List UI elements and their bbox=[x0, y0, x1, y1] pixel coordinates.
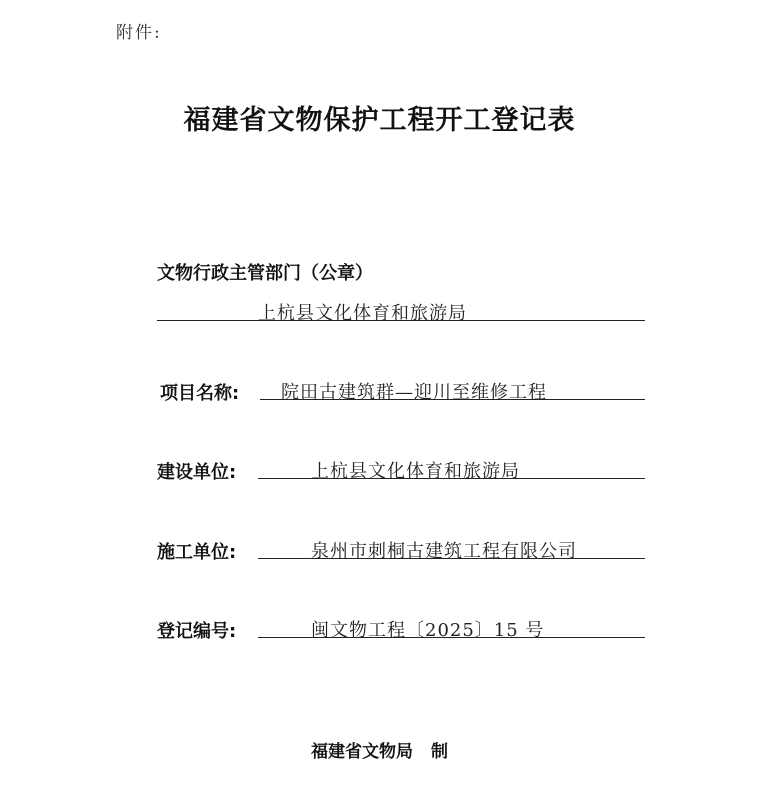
project-name-label: 项目名称: bbox=[160, 383, 240, 404]
contractor-label: 施工单位: bbox=[157, 542, 237, 563]
registration-no-value: 闽文物工程〔2025〕15 号 bbox=[311, 620, 545, 641]
contractor-value: 泉州市刺桐古建筑工程有限公司 bbox=[311, 541, 577, 562]
construction-unit-value: 上杭县文化体育和旅游局 bbox=[311, 461, 520, 482]
admin-dept-label: 文物行政主管部门（公章） bbox=[157, 263, 373, 284]
admin-dept-value: 上杭县文化体育和旅游局 bbox=[258, 303, 467, 324]
attachment-label: 附件: bbox=[116, 23, 162, 43]
registration-no-label: 登记编号: bbox=[157, 621, 237, 642]
form-title: 福建省文物保护工程开工登记表 bbox=[183, 105, 576, 136]
footer-suffix: 制 bbox=[431, 742, 448, 762]
footer bbox=[0, 737, 759, 762]
footer-issuer: 福建省文物局 bbox=[311, 742, 413, 762]
project-name-value: 院田古建筑群—迎川至维修工程 bbox=[281, 382, 547, 403]
construction-unit-label: 建设单位: bbox=[157, 462, 237, 483]
